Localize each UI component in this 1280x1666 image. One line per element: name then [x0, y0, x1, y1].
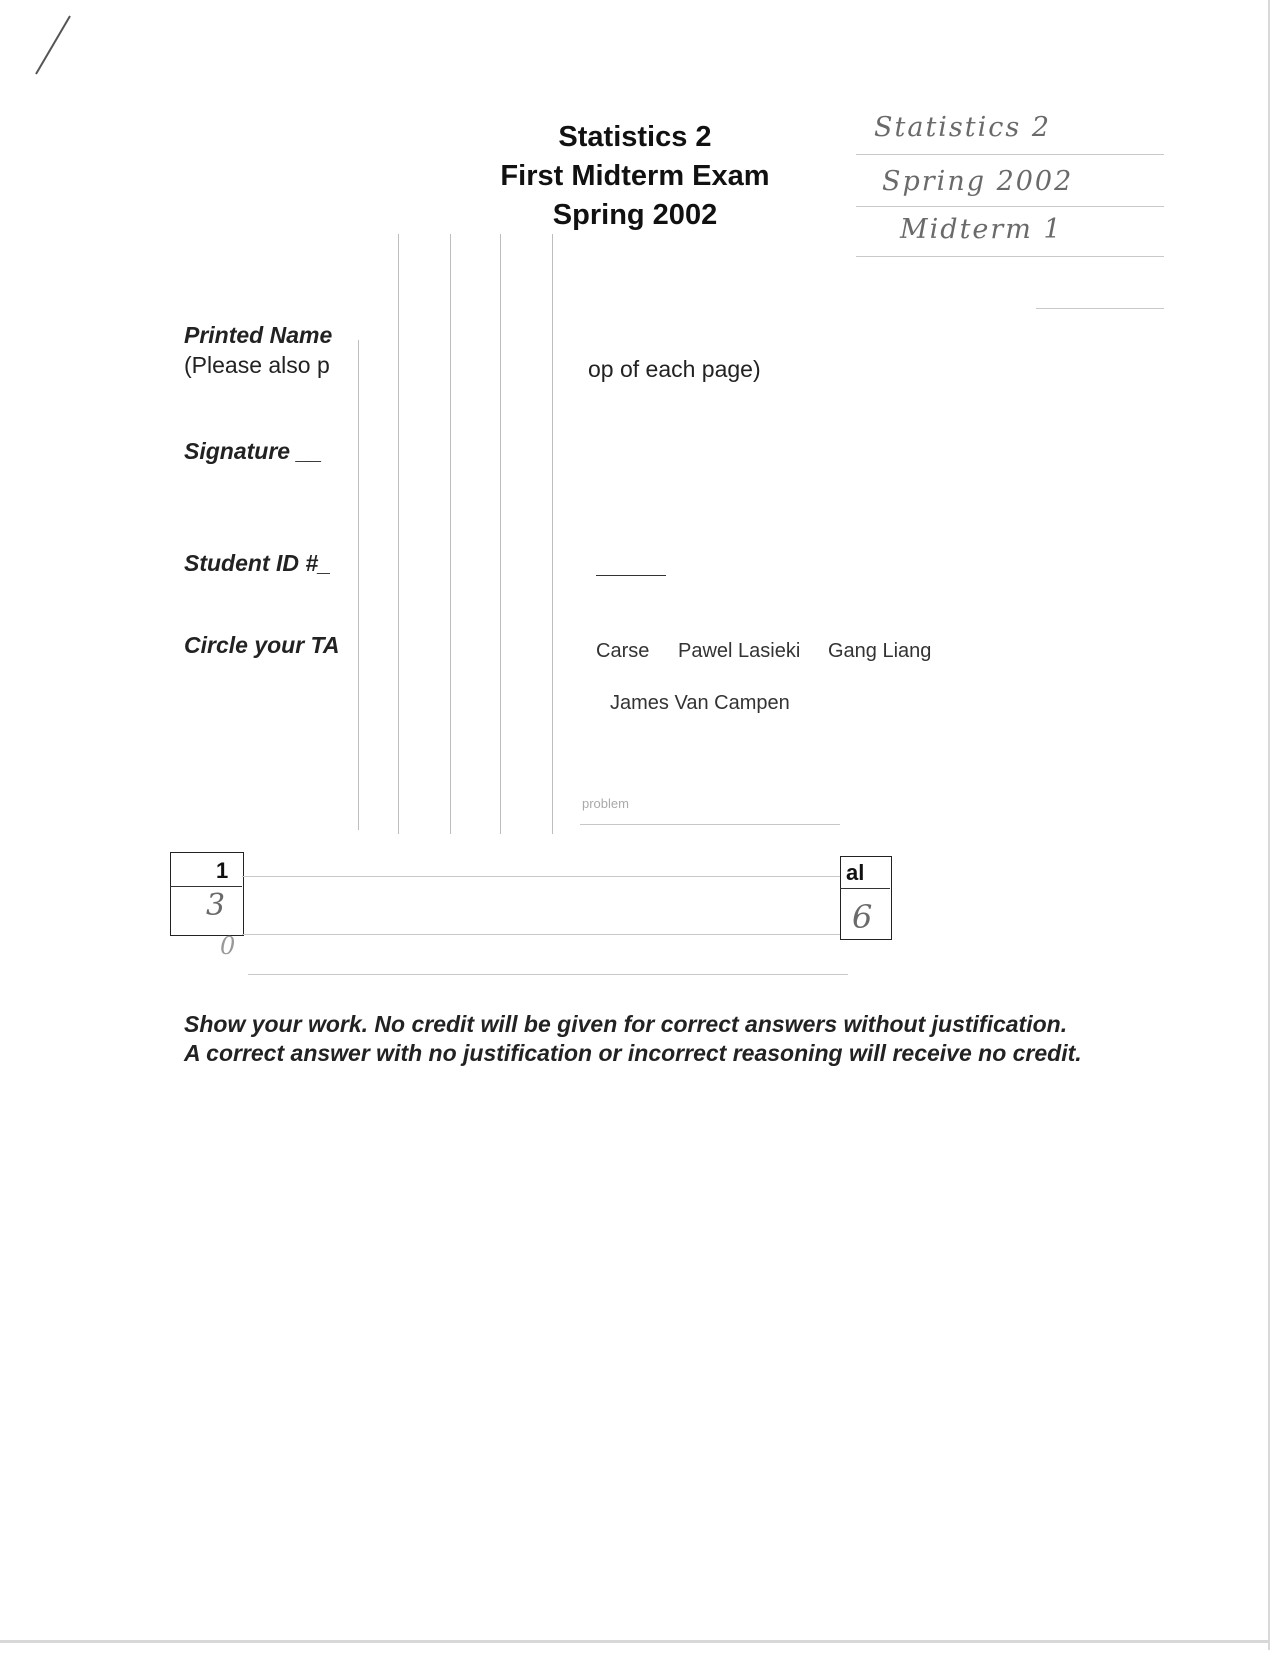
strip-line	[358, 340, 359, 830]
note-rule-2	[856, 206, 1164, 207]
faded-fragment-text: problem	[582, 796, 629, 811]
note-rule-1	[856, 154, 1164, 155]
printed-name-note-left: (Please also p	[184, 352, 330, 378]
score-total-divider	[840, 888, 890, 889]
ta-name-4: James Van Campen	[610, 692, 790, 714]
score-first: 3	[206, 888, 228, 923]
score-total: 6	[852, 898, 875, 936]
note-rule-3	[856, 256, 1164, 257]
handwritten-course: Statistics 2	[874, 112, 1052, 143]
ta-name-2: Pawel Lasieki	[678, 640, 801, 662]
title-course: Statistics 2	[558, 121, 712, 153]
student-id-label: Student ID #_	[184, 550, 331, 576]
strip-line	[398, 234, 399, 834]
ta-label: Circle your TA	[184, 632, 340, 658]
handwritten-term: Spring 2002	[882, 166, 1074, 197]
title-term: Spring 2002	[552, 199, 718, 231]
strip-line	[450, 234, 451, 834]
strip-line	[500, 234, 501, 834]
ta-name-1: Carse	[596, 640, 650, 662]
exam-title	[470, 118, 800, 235]
instructions: Show your work. No credit will be given for correct answers without justification. A correct answer with no justification or incorrect reasoning will receive no credit.	[184, 1011, 1082, 1066]
score-rule-1	[242, 876, 840, 877]
page-edge-right	[1268, 0, 1270, 1650]
printed-name-note-right: op of each page)	[588, 356, 761, 382]
printed-name-label: Printed Name	[184, 322, 333, 348]
signature-label: Signature __	[184, 438, 323, 464]
score-head-total: al	[846, 860, 865, 885]
score-cell-divider	[170, 886, 242, 887]
score-below: 0	[220, 932, 238, 960]
faint-rule	[580, 824, 840, 825]
score-rule-2	[242, 934, 840, 935]
title-exam: First Midterm Exam	[500, 160, 770, 192]
score-head-first: 1	[216, 858, 229, 883]
score-rule-3	[248, 974, 848, 975]
note-rule-4	[1036, 308, 1164, 309]
page-edge-bottom	[0, 1640, 1270, 1643]
ta-name-3: Gang Liang	[828, 640, 932, 662]
strip-line	[552, 234, 553, 834]
handwritten-exam: Midterm 1	[900, 214, 1063, 245]
student-id-blank	[596, 575, 666, 576]
pen-stroke-mark	[30, 12, 90, 82]
